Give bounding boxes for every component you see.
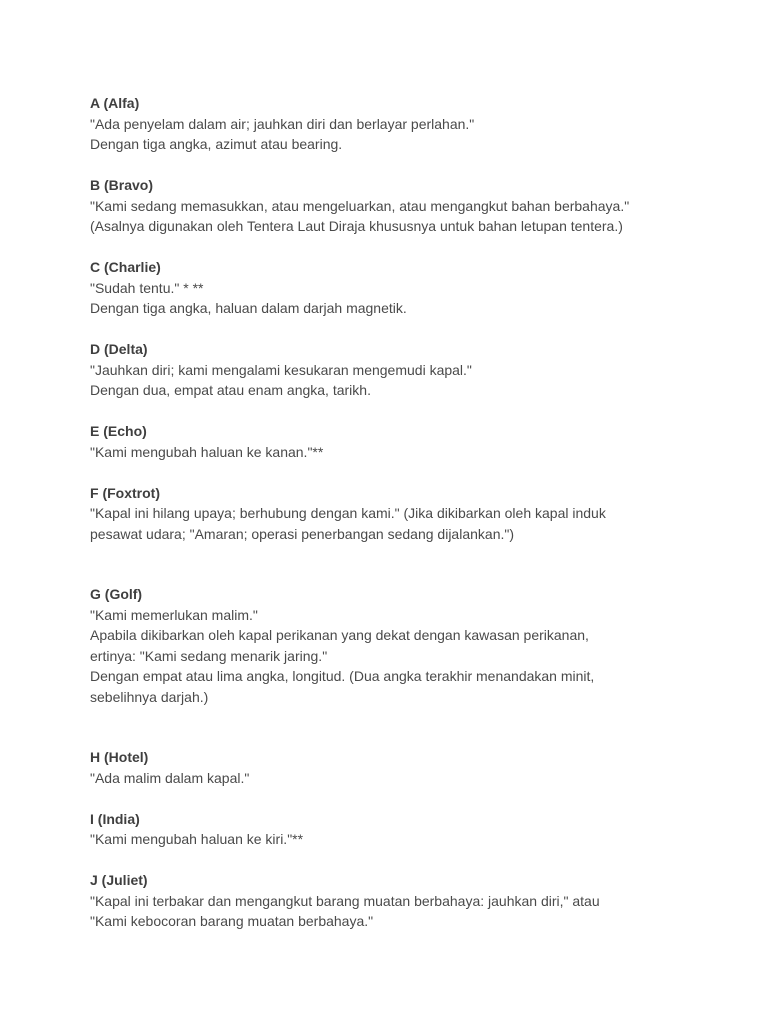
entry-heading: G (Golf) (90, 586, 143, 602)
entry-line: "Kapal ini hilang upaya; berhubung dengan kami." (Jika dikibarkan oleh kapal induk (90, 505, 606, 521)
spacer (90, 462, 690, 483)
entry-echo (90, 421, 690, 462)
spacer (90, 401, 690, 422)
entry-line: "Kami kebocoran barang muatan berbahaya." (90, 913, 374, 929)
entry-line: "Kapal ini terbakar dan mengangkut barang muatan berbahaya: jauhkan diri," atau (90, 892, 600, 909)
entry-india (90, 809, 690, 850)
entry-line: Apabila dikibarkan oleh kapal perikanan yang dekat dengan kawasan perikanan, (90, 627, 589, 643)
entry-line: "Jauhkan diri; kami mengalami kesukaran mengemudi kapal." (90, 361, 472, 378)
entry-heading: J (Juliet) (90, 872, 148, 888)
entry-heading: H (Hotel) (90, 749, 149, 765)
entry-heading: E (Echo) (90, 423, 147, 439)
entry-line: "Ada malim dalam kapal." (90, 769, 250, 786)
entry-heading: I (India) (90, 810, 140, 827)
document-body (90, 93, 690, 932)
entry-line: pesawat udara; "Amaran; operasi penerbangan sedang dijalankan.") (90, 525, 514, 542)
entry-line: (Asalnya digunakan oleh Tentera Laut Diraja khususnya untuk bahan letupan tentera.) (90, 218, 623, 234)
entry-line: ertinya: "Kami sedang menarik jaring." (90, 647, 328, 664)
entry-golf (90, 584, 690, 707)
entry-line: "Kami mengubah haluan ke kiri."** (90, 831, 304, 847)
entry-charlie (90, 257, 690, 319)
entry-heading: B (Bravo) (90, 177, 154, 193)
entry-foxtrot (90, 483, 690, 545)
entry-line: "Kami memerlukan malim." (90, 606, 258, 623)
spacer (90, 850, 690, 871)
entry-line: Dengan tiga angka, haluan dalam darjah magnetik. (90, 300, 407, 316)
entry-line: "Sudah tentu." * ** (90, 279, 204, 296)
entry-line: Dengan empat atau lima angka, longitud. (Dua angka terakhir menandakan minit, (90, 668, 595, 684)
spacer (90, 319, 690, 340)
entry-line: Dengan tiga angka, azimut atau bearing. (90, 136, 343, 152)
entry-line: "Ada penyelam dalam air; jauhkan diri dan berlayar perlahan." (90, 115, 475, 132)
spacer (90, 544, 690, 584)
entry-heading: C (Charlie) (90, 259, 161, 275)
entry-heading: A (Alfa) (90, 95, 140, 111)
spacer (90, 707, 690, 747)
spacer (90, 155, 690, 176)
entry-hotel (90, 747, 690, 788)
entry-juliet (90, 870, 690, 932)
entry-line: "Kami sedang memasukkan, atau mengeluarkan, atau mengangkut bahan berbahaya." (90, 197, 630, 214)
spacer (90, 788, 690, 809)
entry-heading: D (Delta) (90, 341, 148, 357)
entry-heading: F (Foxtrot) (90, 484, 160, 501)
entry-delta (90, 339, 690, 401)
entry-line: "Kami mengubah haluan ke kanan."** (90, 443, 324, 460)
entry-bravo (90, 175, 690, 237)
spacer (90, 237, 690, 258)
entry-alfa (90, 93, 690, 155)
entry-line: Dengan dua, empat atau enam angka, tarikh. (90, 382, 371, 398)
entry-line: sebelihnya darjah.) (90, 688, 209, 705)
